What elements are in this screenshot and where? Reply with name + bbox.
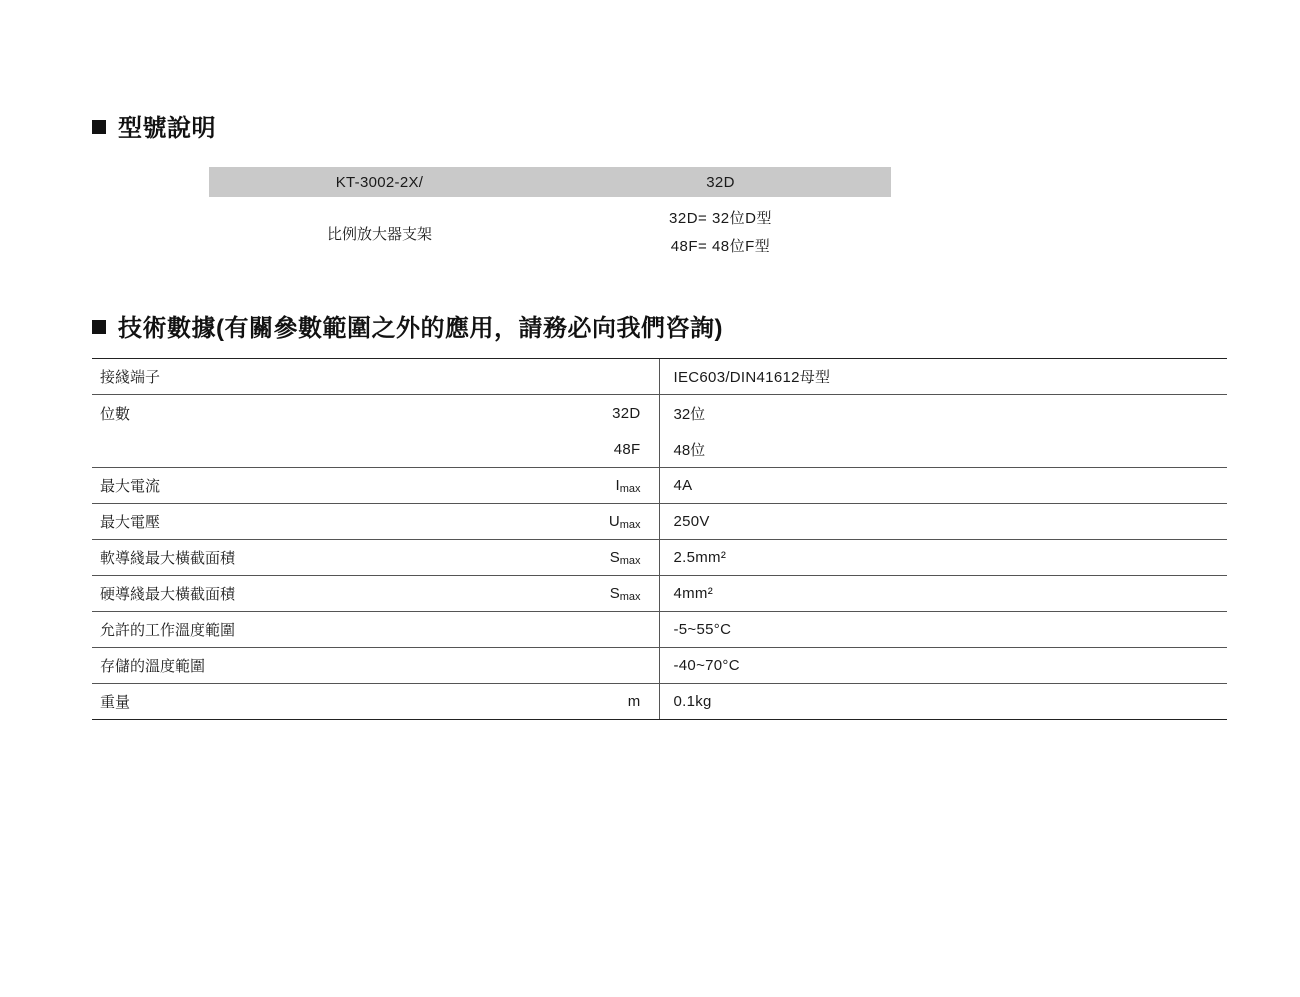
model-body-left: 比例放大器支架	[326, 225, 432, 243]
row-symbol-sub: max	[619, 591, 641, 603]
row-symbol	[472, 612, 659, 648]
row-label: 存儲的溫度範圍	[92, 648, 472, 684]
row-symbol: 48F	[472, 431, 659, 468]
row-value: 0.1kg	[659, 684, 1227, 720]
row-value: 4mm²	[659, 576, 1227, 612]
table-row	[92, 395, 1227, 432]
row-symbol-sub: max	[619, 555, 641, 567]
row-value: 48位	[659, 431, 1227, 468]
model-designation-table	[209, 167, 891, 269]
row-symbol-main: S	[609, 585, 620, 602]
section-heading-tech	[92, 308, 723, 343]
row-label: 重量	[92, 684, 472, 720]
row-label: 軟導綫最大橫截面積	[92, 540, 472, 576]
model-option-48f: 48F= 48位F型	[670, 238, 771, 255]
row-symbol	[472, 468, 659, 504]
row-value: -40~70°C	[659, 648, 1227, 684]
row-label: 最大電壓	[92, 504, 472, 540]
section-heading-model	[92, 108, 216, 143]
row-symbol	[472, 504, 659, 540]
row-label: 硬導綫最大橫截面積	[92, 576, 472, 612]
table-row	[92, 576, 1227, 612]
table-row	[209, 167, 891, 197]
row-label: 接綫端子	[92, 359, 472, 395]
model-body-right	[550, 197, 891, 269]
table-row	[92, 684, 1227, 720]
section-heading-model-text: 型號說明	[118, 115, 216, 142]
table-row	[92, 431, 1227, 468]
row-symbol	[472, 576, 659, 612]
table-row	[92, 359, 1227, 395]
model-header-right: 32D	[550, 167, 891, 197]
row-symbol	[472, 359, 659, 395]
table-row	[92, 648, 1227, 684]
model-option-32d: 32D= 32位D型	[669, 209, 772, 227]
technical-data-table	[92, 358, 1227, 720]
table-row	[92, 504, 1227, 540]
model-header-left: KT-3002-2X/	[209, 167, 550, 197]
table-row	[92, 540, 1227, 576]
row-symbol: m	[472, 684, 659, 720]
row-value: 250V	[659, 504, 1227, 540]
row-symbol-main: S	[609, 549, 620, 566]
table-row	[92, 612, 1227, 648]
row-value: IEC603/DIN41612母型	[659, 359, 1227, 395]
row-value: -5~55°C	[659, 612, 1227, 648]
row-value: 32位	[659, 395, 1227, 432]
row-label: 最大電流	[92, 468, 472, 504]
row-value: 4A	[659, 468, 1227, 504]
row-value: 2.5mm²	[659, 540, 1227, 576]
row-symbol-sub: max	[619, 483, 641, 495]
row-label	[92, 431, 472, 468]
row-symbol	[472, 540, 659, 576]
table-row	[92, 468, 1227, 504]
row-symbol	[472, 648, 659, 684]
row-symbol: 32D	[612, 404, 641, 422]
section-heading-tech-text: 技術數據(有關參數範圍之外的應用，請務必向我們咨詢)	[118, 315, 723, 342]
table-row	[209, 197, 891, 269]
row-symbol-main: I	[615, 477, 620, 494]
square-bullet-icon	[92, 320, 106, 334]
square-bullet-icon	[92, 120, 106, 134]
row-symbol-main: U	[608, 513, 620, 530]
row-symbol-sub: max	[619, 519, 641, 531]
row-label: 位數	[100, 405, 131, 423]
row-label: 允許的工作溫度範圍	[92, 612, 472, 648]
